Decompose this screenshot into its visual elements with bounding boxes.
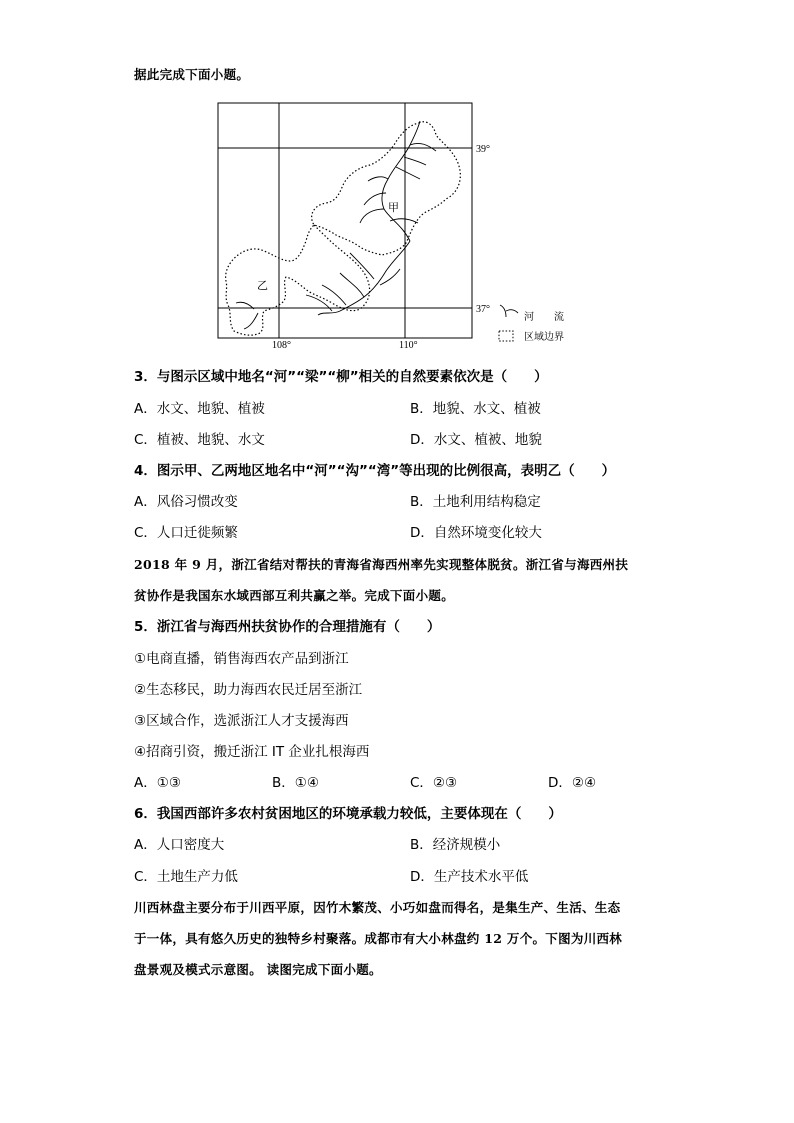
map-frame [218, 103, 472, 338]
legend-river-icon [500, 305, 518, 317]
q3-option-d: D．水文、植被、地貌 [410, 432, 542, 448]
q3-stem: 3．与图示区域中地名“河”“梁”“柳”相关的自然要素依次是（ ） [134, 369, 548, 385]
tributary-6 [396, 167, 420, 179]
q6-option-d: D．生产技术水平低 [410, 869, 529, 885]
q6-option-b: B．经济规模小 [410, 837, 501, 853]
tributary-14 [244, 313, 258, 329]
q5-option-c: C．②③ [410, 775, 458, 791]
q5-statement-1: ①电商直播，销售海西农产品到浙江 [134, 651, 349, 667]
q4-option-c: C．人口迁徙频繁 [134, 525, 238, 541]
legend-boundary-label: 区域边界 [524, 332, 564, 343]
passage3-line3: 盘景观及模式示意图。 读图完成下面小题。 [134, 962, 382, 977]
river-network [236, 121, 436, 329]
tributary-4 [404, 157, 426, 165]
lon-label-110: 110° [399, 340, 418, 351]
tributary-12 [306, 295, 332, 311]
q5-statement-3: ③区域合作，选派浙江人才支援海西 [134, 713, 349, 729]
tributary-5 [410, 143, 436, 151]
q5-stem: 5．浙江省与海西州扶贫协作的合理措施有（ ） [134, 619, 441, 635]
legend-river-label: 河 流 [524, 312, 564, 323]
region-map [214, 101, 594, 351]
q5-option-a: A．①③ [134, 775, 181, 791]
q4-option-b: B．土地利用结构稳定 [410, 494, 541, 510]
label-yi: 乙 [257, 279, 268, 292]
tributary-9 [340, 273, 364, 297]
q5-statement-2: ②生态移民，助力海西农民迁居至浙江 [134, 682, 363, 698]
tributary-3 [360, 209, 384, 223]
passage2-line1: 2018 年 9 月，浙江省结对帮扶的青海省海西州率先实现整体脱贫。浙江省与海西州扶 [134, 557, 629, 572]
q3-option-b: B．地貌、水文、植被 [410, 401, 541, 417]
label-jia: 甲 [388, 201, 399, 214]
q4-stem: 4．图示甲、乙两地区地名中“河”“沟”“湾”等出现的比例很高，表明乙（ ） [134, 463, 616, 479]
intro-text: 据此完成下面小题。 [134, 67, 250, 82]
q3-option-c: C．植被、地貌、水文 [134, 432, 265, 448]
main-river-upper [382, 121, 420, 241]
legend-boundary-icon [499, 331, 513, 341]
region-boundary-north [312, 122, 461, 255]
passage3-line2: 于一体，具有悠久历史的独特乡村聚落。成都市有大小林盘约 12 万个。下图为川西林 [134, 931, 623, 946]
q6-option-a: A．人口密度大 [134, 837, 225, 853]
passage3-line1: 川西林盘主要分布于川西平原，因竹木繁茂、小巧如盘而得名，是集生产、生活、生态 [134, 900, 621, 915]
q6-stem: 6．我国西部许多农村贫困地区的环境承载力较低，主要体现在（ ） [134, 806, 562, 822]
tributary-11 [380, 269, 400, 285]
passage2-line2: 贫协作是我国东水域西部互利共赢之举。完成下面小题。 [134, 588, 455, 603]
q3-option-a: A．水文、地貌、植被 [134, 401, 265, 417]
q4-option-a: A．风俗习惯改变 [134, 494, 238, 510]
q4-option-d: D．自然环境变化较大 [410, 525, 542, 541]
q5-statement-4: ④招商引资，搬迁浙江 IT 企业扎根海西 [134, 744, 370, 760]
lat-label-39: 39° [476, 144, 490, 155]
q6-option-c: C．土地生产力低 [134, 869, 238, 885]
tributary-1 [368, 177, 388, 181]
lat-label-37: 37° [476, 304, 490, 315]
tributary-10 [322, 285, 346, 305]
lon-label-108: 108° [272, 340, 291, 351]
main-river-lower [318, 241, 410, 315]
q5-option-b: B．①④ [272, 775, 319, 791]
tributary-8 [350, 253, 374, 279]
q5-option-d: D．②④ [548, 775, 597, 791]
